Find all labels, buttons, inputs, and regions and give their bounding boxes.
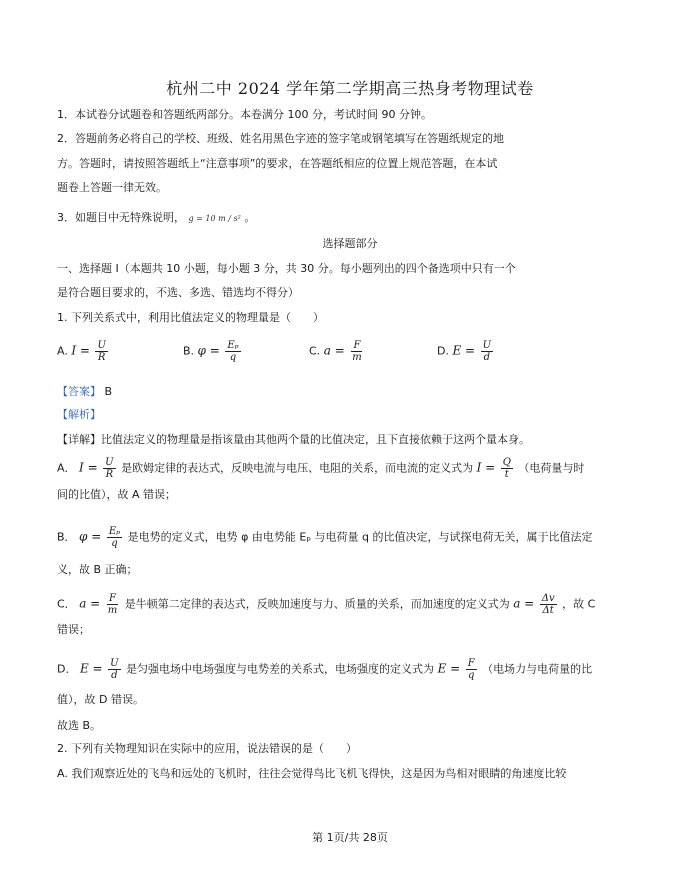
explain-d-line-1: D． E = $\frac{U}{d}$ 是匀强电场中电场强度与电势差的关系式，电场强度的定义式为 E = $\frac{F}{q}$ （电场力与电荷量的比 xyxy=(57,658,593,681)
note-3 xyxy=(57,211,255,226)
option-label: B. xyxy=(183,344,195,358)
option-lhs: φ = xyxy=(197,343,220,358)
answer-tag: 【答案】 xyxy=(57,385,101,398)
option-lhs: a = xyxy=(323,343,345,358)
q1-option-b xyxy=(183,340,243,363)
option-fraction: $\frac{U}{R}$ xyxy=(97,340,106,363)
explain-b-line-1: B． φ = $\frac{\text{Eₚ}}{q}$ 是电势的定义式，电势 φ 由电势能 Eₚ 与电荷量 q 的比值决定，与试探电荷无关，属于比值法定 xyxy=(57,526,593,549)
note-2-line-2: 方。答题时，请按照答题纸上“注意事项”的要求，在答题纸相应的位置上规范答题，在本试 xyxy=(57,157,498,170)
gravity-formula: g = 10 m / s² xyxy=(188,214,241,223)
page-footer: 第 1页/共 28页 xyxy=(312,831,388,844)
q1-conclusion: 故选 B。 xyxy=(57,719,102,732)
question-1-stem: 1. 下列关系式中，利用比值法定义的物理量是（ ） xyxy=(57,311,324,324)
page-title: 杭州二中 2024 学年第二学期高三热身考物理试卷 xyxy=(166,79,534,98)
explain-a-line-1: A． I = $\frac{U}{R}$ 是欧姆定律的表达式，反映电流与电压、电阻的关系，而电流的定义式为 I = $\frac{Q}{t}$ （电荷量与时 xyxy=(57,457,585,480)
q1-option-a xyxy=(57,340,110,363)
option-fraction: $\frac{U}{d}$ xyxy=(482,340,492,363)
q1-analysis-tag: 【解析】 xyxy=(57,408,101,421)
option-lhs: I = xyxy=(71,343,90,358)
answer-value: B xyxy=(104,385,113,398)
note-3-end: 。 xyxy=(244,211,256,224)
section-title: 选择题部分 xyxy=(322,237,378,250)
note-3-text: 3．如题目中无特殊说明， xyxy=(57,211,185,224)
explain-d-line-2: 值），故 D 错误。 xyxy=(57,693,144,706)
part1-heading-line-2: 是符合题目要求的，不选、多选、错选均不得分） xyxy=(57,286,299,299)
note-1: 1．本试卷分试题卷和答题纸两部分。本卷满分 100 分，考试时间 90 分钟。 xyxy=(57,108,432,121)
explain-b-line-2: 义，故 B 正确； xyxy=(57,563,138,576)
explain-c-line-2: 错误； xyxy=(57,623,90,636)
option-label: D. xyxy=(437,344,449,358)
q2-option-a: A. 我们观察近处的飞鸟和远处的飞机时，往往会觉得鸟比飞机飞得快，这是因为鸟相对眼睛的角速度比较 xyxy=(57,767,567,780)
q1-option-d xyxy=(437,340,495,363)
q1-answer xyxy=(57,385,112,399)
explain-c-line-1: C． a = $\frac{F}{m}$ 是牛顿第二定律的表达式，反映加速度与力、质量的关系，而加速度的定义式为 a = $\frac{\Delta v}{\Delta t}$ ，故 C xyxy=(57,593,596,616)
option-lhs: E = xyxy=(452,343,476,358)
option-fraction: $\frac{F}{m}$ xyxy=(352,340,362,363)
explain-a-line-2: 间的比值），故 A 错误； xyxy=(57,488,177,501)
option-label: C. xyxy=(309,344,321,358)
question-2-stem: 2. 下列有关物理知识在实际中的应用，说法错误的是（ ） xyxy=(57,742,357,755)
part1-heading-line-1: 一、选择题 Ⅰ（本题共 10 小题，每小题 3 分，共 30 分。每小题列出的四个备选项中只有一个 xyxy=(57,262,516,275)
option-fraction: $\frac{\text{Eₚ}}{q}$ xyxy=(227,340,239,363)
q1-detail: 【详解】比值法定义的物理量是指该量由其他两个量的比值决定，且下直接依赖于这两个量本身。 xyxy=(57,433,530,446)
option-label: A. xyxy=(57,344,68,358)
note-2-line-1: 2．答题前务必将自己的学校、班级、姓名用黑色字迹的签字笔或钢笔填写在答题纸规定的地 xyxy=(57,132,504,145)
q1-option-c xyxy=(309,340,366,363)
note-2-line-3: 题卷上答题一律无效。 xyxy=(57,181,167,194)
